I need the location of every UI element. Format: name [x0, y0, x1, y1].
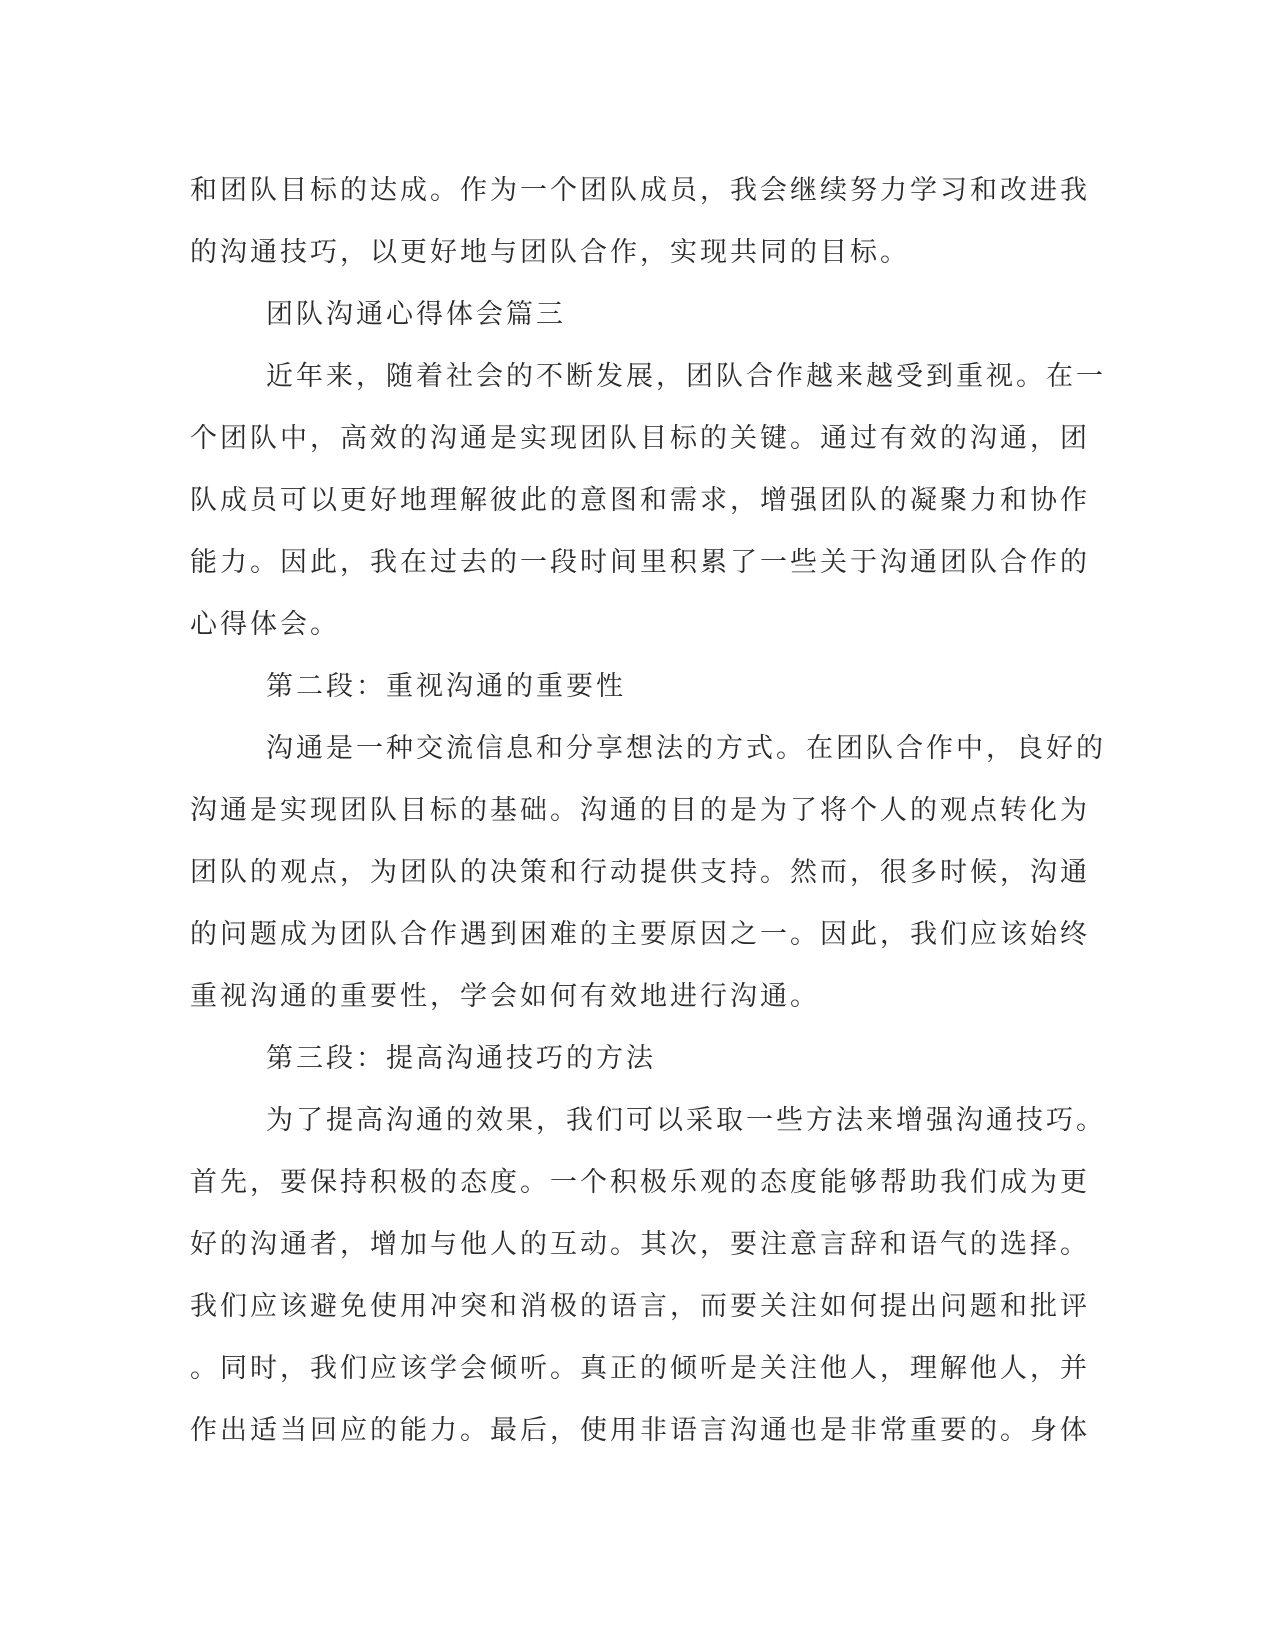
text-line: 沟通是一种交流信息和分享想法的方式。在团队合作中，良好的 [266, 733, 1106, 764]
text-line: 我们应该避免使用冲突和消极的语言，而要关注如何提出问题和批评 [190, 1291, 1090, 1322]
section-heading: 第三段：提高沟通技巧的方法 [266, 1043, 656, 1074]
text-line: 为了提高沟通的效果，我们可以采取一些方法来增强沟通技巧。 [266, 1105, 1106, 1136]
text-line: 能力。因此，我在过去的一段时间里积累了一些关于沟通团队合作的 [190, 547, 1090, 578]
document-body [190, 160, 1106, 1462]
text-line: 个团队中，高效的沟通是实现团队目标的关键。通过有效的沟通，团 [190, 423, 1090, 454]
text-line: 队成员可以更好地理解彼此的意图和需求，增强团队的凝聚力和协作 [190, 485, 1090, 516]
text-line: 沟通是实现团队目标的基础。沟通的目的是为了将个人的观点转化为 [190, 795, 1090, 826]
text-line: 的沟通技巧，以更好地与团队合作，实现共同的目标。 [190, 237, 910, 268]
text-line: 好的沟通者，增加与他人的互动。其次，要注意言辞和语气的选择。 [190, 1229, 1090, 1260]
text-line: 重视沟通的重要性，学会如何有效地进行沟通。 [190, 981, 820, 1012]
section-heading: 第二段：重视沟通的重要性 [266, 671, 626, 702]
text-line: 近年来，随着社会的不断发展，团队合作越来越受到重视。在一 [266, 361, 1106, 392]
text-line: 作出适当回应的能力。最后，使用非语言沟通也是非常重要的。身体 [190, 1415, 1090, 1446]
text-line: 心得体会。 [190, 609, 340, 640]
text-line: 。同时，我们应该学会倾听。真正的倾听是关注他人，理解他人，并 [190, 1353, 1090, 1384]
section-heading: 团队沟通心得体会篇三 [266, 299, 566, 330]
text-line: 团队的观点，为团队的决策和行动提供支持。然而，很多时候，沟通 [190, 857, 1090, 888]
text-line: 的问题成为团队合作遇到困难的主要原因之一。因此，我们应该始终 [190, 919, 1090, 950]
text-line: 和团队目标的达成。作为一个团队成员，我会继续努力学习和改进我 [190, 175, 1090, 206]
text-line: 首先，要保持积极的态度。一个积极乐观的态度能够帮助我们成为更 [190, 1167, 1090, 1198]
